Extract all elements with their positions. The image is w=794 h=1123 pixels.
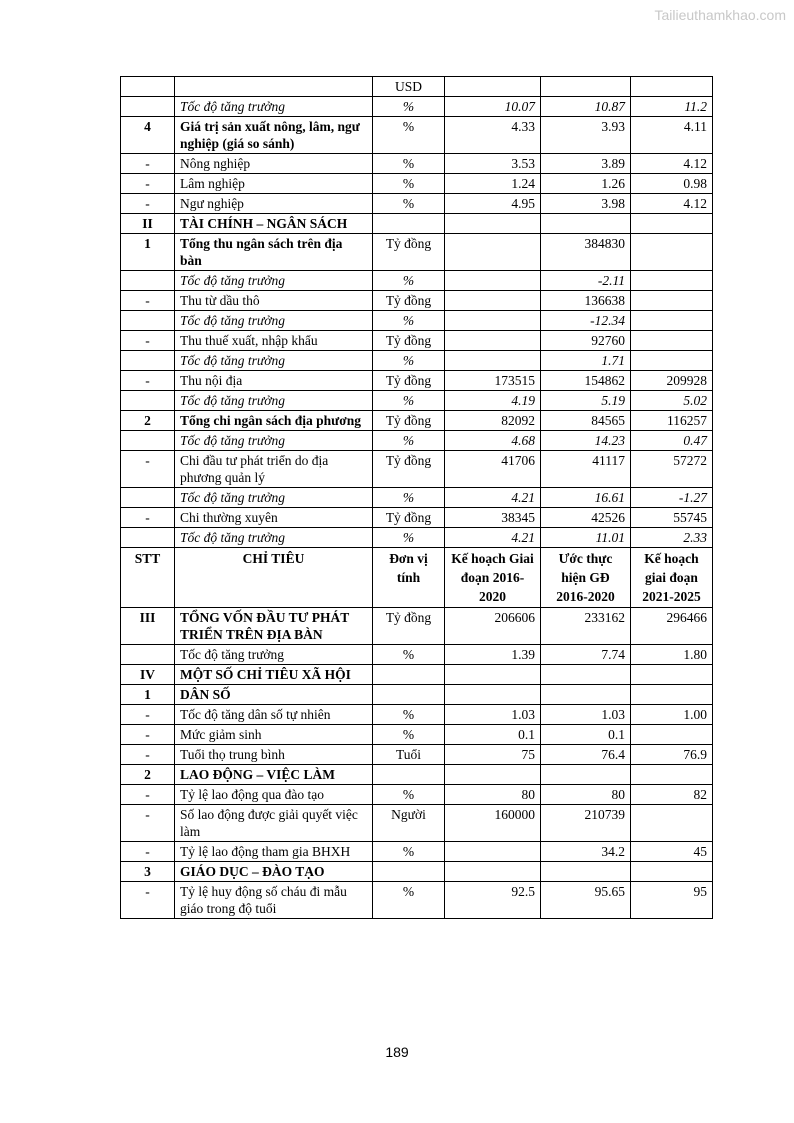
row-est-2016-2020: 5.19 bbox=[541, 391, 631, 411]
row-unit: Tỷ đồng bbox=[373, 234, 445, 271]
row-est-2016-2020 bbox=[541, 862, 631, 882]
row-plan-2021-2025 bbox=[631, 685, 713, 705]
row-stt: 3 bbox=[121, 862, 175, 882]
row-stt: - bbox=[121, 882, 175, 919]
table-row bbox=[121, 608, 713, 645]
row-plan-2021-2025: 95 bbox=[631, 882, 713, 919]
row-indicator: Chi thường xuyên bbox=[175, 508, 373, 528]
row-plan-2016-2020 bbox=[445, 685, 541, 705]
row-plan-2016-2020 bbox=[445, 665, 541, 685]
row-est-2016-2020: 92760 bbox=[541, 331, 631, 351]
row-plan-2016-2020: 82092 bbox=[445, 411, 541, 431]
row-stt: - bbox=[121, 725, 175, 745]
row-unit: % bbox=[373, 645, 445, 665]
row-plan-2016-2020 bbox=[445, 331, 541, 351]
row-est-2016-2020: 14.23 bbox=[541, 431, 631, 451]
row-plan-2016-2020: 4.21 bbox=[445, 488, 541, 508]
row-plan-2016-2020: 206606 bbox=[445, 608, 541, 645]
row-stt bbox=[121, 431, 175, 451]
row-unit: % bbox=[373, 488, 445, 508]
row-est-2016-2020: 136638 bbox=[541, 291, 631, 311]
row-plan-2016-2020: 1.39 bbox=[445, 645, 541, 665]
row-est-2016-2020: 154862 bbox=[541, 371, 631, 391]
row-plan-2016-2020: 92.5 bbox=[445, 882, 541, 919]
row-plan-2016-2020 bbox=[445, 234, 541, 271]
row-stt bbox=[121, 528, 175, 548]
row-stt: - bbox=[121, 705, 175, 725]
row-indicator: TÀI CHÍNH – NGÂN SÁCH bbox=[175, 214, 373, 234]
table-row bbox=[121, 725, 713, 745]
row-unit bbox=[373, 685, 445, 705]
row-est-2016-2020 bbox=[541, 765, 631, 785]
row-indicator: Thu từ dầu thô bbox=[175, 291, 373, 311]
row-indicator: Tốc độ tăng trưởng bbox=[175, 488, 373, 508]
row-plan-2021-2025: 76.9 bbox=[631, 745, 713, 765]
header-row bbox=[121, 548, 713, 608]
row-indicator: Tỷ lệ huy động số cháu đi mẫu giáo trong độ tuổi bbox=[175, 882, 373, 919]
table-row bbox=[121, 508, 713, 528]
table-row bbox=[121, 271, 713, 291]
row-est-2016-2020: 80 bbox=[541, 785, 631, 805]
row-indicator: Tốc độ tăng trưởng bbox=[175, 391, 373, 411]
row-plan-2016-2020: 41706 bbox=[445, 451, 541, 488]
row-plan-2021-2025: 2.33 bbox=[631, 528, 713, 548]
row-plan-2021-2025: -1.27 bbox=[631, 488, 713, 508]
row-stt bbox=[121, 271, 175, 291]
row-stt: 2 bbox=[121, 411, 175, 431]
row-est-2016-2020: 84565 bbox=[541, 411, 631, 431]
row-indicator: Tốc độ tăng trưởng bbox=[175, 351, 373, 371]
row-est-2016-2020: 76.4 bbox=[541, 745, 631, 765]
row-unit: USD bbox=[373, 77, 445, 97]
row-est-2016-2020: 11.01 bbox=[541, 528, 631, 548]
row-unit: % bbox=[373, 97, 445, 117]
table-body-top bbox=[121, 77, 713, 548]
row-unit bbox=[373, 765, 445, 785]
row-plan-2016-2020: 4.21 bbox=[445, 528, 541, 548]
row-unit: % bbox=[373, 117, 445, 154]
row-indicator: MỘT SỐ CHỈ TIÊU XÃ HỘI bbox=[175, 665, 373, 685]
table-row bbox=[121, 665, 713, 685]
row-plan-2021-2025: 5.02 bbox=[631, 391, 713, 411]
row-unit: % bbox=[373, 351, 445, 371]
row-indicator: Tốc độ tăng trưởng bbox=[175, 97, 373, 117]
row-unit: % bbox=[373, 194, 445, 214]
row-stt bbox=[121, 97, 175, 117]
row-stt: - bbox=[121, 842, 175, 862]
row-stt: 1 bbox=[121, 685, 175, 705]
row-plan-2016-2020: 38345 bbox=[445, 508, 541, 528]
row-plan-2021-2025: 1.80 bbox=[631, 645, 713, 665]
table-row bbox=[121, 291, 713, 311]
row-unit: % bbox=[373, 725, 445, 745]
row-stt: - bbox=[121, 745, 175, 765]
page-number: 189 bbox=[385, 1044, 409, 1060]
table-row bbox=[121, 645, 713, 665]
row-stt: - bbox=[121, 291, 175, 311]
row-unit: % bbox=[373, 271, 445, 291]
row-indicator: Tổng chi ngân sách địa phương bbox=[175, 411, 373, 431]
row-plan-2021-2025 bbox=[631, 862, 713, 882]
table-row bbox=[121, 391, 713, 411]
row-stt: - bbox=[121, 508, 175, 528]
row-indicator: Ngư nghiệp bbox=[175, 194, 373, 214]
row-plan-2016-2020 bbox=[445, 291, 541, 311]
table-row bbox=[121, 451, 713, 488]
row-plan-2021-2025 bbox=[631, 665, 713, 685]
row-stt: - bbox=[121, 371, 175, 391]
table-row bbox=[121, 705, 713, 725]
row-unit: Người bbox=[373, 805, 445, 842]
table-row bbox=[121, 765, 713, 785]
row-unit: % bbox=[373, 842, 445, 862]
table-row bbox=[121, 745, 713, 765]
row-est-2016-2020: 34.2 bbox=[541, 842, 631, 862]
row-plan-2016-2020 bbox=[445, 351, 541, 371]
row-plan-2016-2020 bbox=[445, 765, 541, 785]
header-unit: Đơn vị tính bbox=[373, 548, 445, 608]
row-stt: - bbox=[121, 154, 175, 174]
row-indicator: Tốc độ tăng trưởng bbox=[175, 645, 373, 665]
row-unit: % bbox=[373, 528, 445, 548]
row-indicator: Giá trị sản xuất nông, lâm, ngư nghiệp (giá so sánh) bbox=[175, 117, 373, 154]
table-row bbox=[121, 411, 713, 431]
row-est-2016-2020 bbox=[541, 665, 631, 685]
row-plan-2021-2025: 209928 bbox=[631, 371, 713, 391]
row-plan-2021-2025: 4.11 bbox=[631, 117, 713, 154]
row-plan-2021-2025: 116257 bbox=[631, 411, 713, 431]
row-stt: - bbox=[121, 174, 175, 194]
row-stt bbox=[121, 77, 175, 97]
table-row bbox=[121, 882, 713, 919]
table-row bbox=[121, 174, 713, 194]
row-plan-2021-2025 bbox=[631, 214, 713, 234]
row-indicator: TỔNG VỐN ĐẦU TƯ PHÁT TRIỂN TRÊN ĐỊA BÀN bbox=[175, 608, 373, 645]
row-indicator: Tỷ lệ lao động qua đào tạo bbox=[175, 785, 373, 805]
row-indicator: Tốc độ tăng trưởng bbox=[175, 271, 373, 291]
header-indicator: CHỈ TIÊU bbox=[175, 548, 373, 608]
row-plan-2016-2020: 4.95 bbox=[445, 194, 541, 214]
row-plan-2016-2020: 80 bbox=[445, 785, 541, 805]
row-indicator: Thu nội địa bbox=[175, 371, 373, 391]
row-unit: Tuổi bbox=[373, 745, 445, 765]
row-plan-2016-2020 bbox=[445, 214, 541, 234]
table-row bbox=[121, 97, 713, 117]
row-unit: % bbox=[373, 154, 445, 174]
row-indicator: Nông nghiệp bbox=[175, 154, 373, 174]
row-unit: Tỷ đồng bbox=[373, 508, 445, 528]
watermark: Tailieuthamkhao.com bbox=[654, 7, 786, 23]
row-unit: % bbox=[373, 311, 445, 331]
row-stt bbox=[121, 645, 175, 665]
row-plan-2021-2025 bbox=[631, 351, 713, 371]
row-plan-2016-2020: 4.19 bbox=[445, 391, 541, 411]
row-indicator bbox=[175, 77, 373, 97]
row-plan-2021-2025: 1.00 bbox=[631, 705, 713, 725]
row-indicator: Số lao động được giải quyết việc làm bbox=[175, 805, 373, 842]
row-plan-2016-2020 bbox=[445, 77, 541, 97]
table-row bbox=[121, 154, 713, 174]
row-unit: % bbox=[373, 431, 445, 451]
row-unit: Tỷ đồng bbox=[373, 291, 445, 311]
row-stt: III bbox=[121, 608, 175, 645]
row-plan-2016-2020 bbox=[445, 862, 541, 882]
row-unit bbox=[373, 214, 445, 234]
table-row bbox=[121, 234, 713, 271]
row-plan-2021-2025 bbox=[631, 725, 713, 745]
header-plan-2016-2020: Kế hoạch Giai đoạn 2016-2020 bbox=[445, 548, 541, 608]
row-plan-2021-2025 bbox=[631, 311, 713, 331]
header-plan-2021-2025: Kế hoạch giai đoạn 2021-2025 bbox=[631, 548, 713, 608]
row-est-2016-2020: 233162 bbox=[541, 608, 631, 645]
row-indicator: Mức giảm sinh bbox=[175, 725, 373, 745]
row-stt: II bbox=[121, 214, 175, 234]
row-unit: Tỷ đồng bbox=[373, 371, 445, 391]
row-indicator: GIÁO DỤC – ĐÀO TẠO bbox=[175, 862, 373, 882]
row-indicator: Tốc độ tăng trưởng bbox=[175, 528, 373, 548]
row-indicator: Chi đầu tư phát triển do địa phương quản lý bbox=[175, 451, 373, 488]
row-stt bbox=[121, 351, 175, 371]
row-indicator: DÂN SỐ bbox=[175, 685, 373, 705]
row-unit: Tỷ đồng bbox=[373, 451, 445, 488]
table-row bbox=[121, 862, 713, 882]
row-plan-2016-2020: 4.68 bbox=[445, 431, 541, 451]
row-indicator: Tuổi thọ trung bình bbox=[175, 745, 373, 765]
row-unit: % bbox=[373, 705, 445, 725]
row-stt: 4 bbox=[121, 117, 175, 154]
row-plan-2016-2020 bbox=[445, 271, 541, 291]
row-plan-2021-2025 bbox=[631, 271, 713, 291]
row-stt: - bbox=[121, 805, 175, 842]
row-est-2016-2020: -12.34 bbox=[541, 311, 631, 331]
row-est-2016-2020: 16.61 bbox=[541, 488, 631, 508]
row-plan-2016-2020 bbox=[445, 311, 541, 331]
row-indicator: Tỷ lệ lao động tham gia BHXH bbox=[175, 842, 373, 862]
row-plan-2021-2025 bbox=[631, 291, 713, 311]
row-plan-2021-2025: 11.2 bbox=[631, 97, 713, 117]
row-plan-2021-2025 bbox=[631, 234, 713, 271]
row-stt bbox=[121, 488, 175, 508]
row-indicator: Lâm nghiệp bbox=[175, 174, 373, 194]
row-plan-2016-2020: 75 bbox=[445, 745, 541, 765]
row-est-2016-2020: 7.74 bbox=[541, 645, 631, 665]
row-plan-2021-2025: 296466 bbox=[631, 608, 713, 645]
row-est-2016-2020: 1.71 bbox=[541, 351, 631, 371]
row-unit: % bbox=[373, 391, 445, 411]
table-row bbox=[121, 431, 713, 451]
row-unit: % bbox=[373, 882, 445, 919]
row-indicator: Tốc độ tăng trưởng bbox=[175, 431, 373, 451]
table-row bbox=[121, 214, 713, 234]
row-est-2016-2020 bbox=[541, 685, 631, 705]
row-stt: - bbox=[121, 331, 175, 351]
table-row bbox=[121, 528, 713, 548]
row-est-2016-2020: 210739 bbox=[541, 805, 631, 842]
row-est-2016-2020: 95.65 bbox=[541, 882, 631, 919]
row-plan-2016-2020: 10.07 bbox=[445, 97, 541, 117]
table-row bbox=[121, 371, 713, 391]
row-plan-2016-2020 bbox=[445, 842, 541, 862]
table-row bbox=[121, 351, 713, 371]
row-est-2016-2020: 42526 bbox=[541, 508, 631, 528]
row-indicator: LAO ĐỘNG – VIỆC LÀM bbox=[175, 765, 373, 785]
row-plan-2021-2025 bbox=[631, 765, 713, 785]
row-stt: - bbox=[121, 785, 175, 805]
row-plan-2021-2025: 0.98 bbox=[631, 174, 713, 194]
row-plan-2021-2025 bbox=[631, 805, 713, 842]
row-plan-2021-2025: 82 bbox=[631, 785, 713, 805]
row-indicator: Tốc độ tăng trưởng bbox=[175, 311, 373, 331]
row-plan-2021-2025 bbox=[631, 77, 713, 97]
row-plan-2021-2025: 45 bbox=[631, 842, 713, 862]
row-est-2016-2020: 1.03 bbox=[541, 705, 631, 725]
table-row bbox=[121, 311, 713, 331]
table-row bbox=[121, 488, 713, 508]
row-est-2016-2020: 1.26 bbox=[541, 174, 631, 194]
row-plan-2016-2020: 1.03 bbox=[445, 705, 541, 725]
row-plan-2021-2025: 4.12 bbox=[631, 194, 713, 214]
row-est-2016-2020 bbox=[541, 77, 631, 97]
table-row bbox=[121, 117, 713, 154]
row-est-2016-2020: 3.98 bbox=[541, 194, 631, 214]
row-stt: - bbox=[121, 194, 175, 214]
row-plan-2021-2025: 57272 bbox=[631, 451, 713, 488]
row-plan-2021-2025 bbox=[631, 331, 713, 351]
table-row bbox=[121, 331, 713, 351]
row-stt bbox=[121, 391, 175, 411]
header-stt: STT bbox=[121, 548, 175, 608]
table-body-bottom bbox=[121, 608, 713, 919]
row-est-2016-2020: 10.87 bbox=[541, 97, 631, 117]
row-indicator: Tổng thu ngân sách trên địa bàn bbox=[175, 234, 373, 271]
data-table bbox=[120, 76, 713, 919]
row-plan-2016-2020: 3.53 bbox=[445, 154, 541, 174]
row-unit: Tỷ đồng bbox=[373, 608, 445, 645]
row-stt: 1 bbox=[121, 234, 175, 271]
row-plan-2016-2020: 0.1 bbox=[445, 725, 541, 745]
row-unit bbox=[373, 665, 445, 685]
row-indicator: Tốc độ tăng dân số tự nhiên bbox=[175, 705, 373, 725]
row-plan-2021-2025: 0.47 bbox=[631, 431, 713, 451]
row-plan-2016-2020: 173515 bbox=[445, 371, 541, 391]
row-est-2016-2020: 0.1 bbox=[541, 725, 631, 745]
table-header bbox=[121, 548, 713, 608]
row-plan-2016-2020: 1.24 bbox=[445, 174, 541, 194]
row-indicator: Thu thuế xuất, nhập khẩu bbox=[175, 331, 373, 351]
row-plan-2016-2020: 160000 bbox=[445, 805, 541, 842]
row-unit: Tỷ đồng bbox=[373, 411, 445, 431]
row-est-2016-2020: 3.93 bbox=[541, 117, 631, 154]
row-stt: IV bbox=[121, 665, 175, 685]
row-unit: % bbox=[373, 785, 445, 805]
table-row bbox=[121, 194, 713, 214]
row-est-2016-2020: 41117 bbox=[541, 451, 631, 488]
row-est-2016-2020: 384830 bbox=[541, 234, 631, 271]
row-stt bbox=[121, 311, 175, 331]
table-row bbox=[121, 842, 713, 862]
row-plan-2021-2025: 55745 bbox=[631, 508, 713, 528]
row-est-2016-2020: 3.89 bbox=[541, 154, 631, 174]
table-row bbox=[121, 685, 713, 705]
row-est-2016-2020: -2.11 bbox=[541, 271, 631, 291]
row-stt: - bbox=[121, 451, 175, 488]
table-row bbox=[121, 805, 713, 842]
table-row bbox=[121, 77, 713, 97]
table-row bbox=[121, 785, 713, 805]
row-plan-2021-2025: 4.12 bbox=[631, 154, 713, 174]
row-unit bbox=[373, 862, 445, 882]
row-plan-2016-2020: 4.33 bbox=[445, 117, 541, 154]
row-unit: Tỷ đồng bbox=[373, 331, 445, 351]
row-stt: 2 bbox=[121, 765, 175, 785]
header-est-2016-2020: Ước thực hiện GĐ 2016-2020 bbox=[541, 548, 631, 608]
row-unit: % bbox=[373, 174, 445, 194]
row-est-2016-2020 bbox=[541, 214, 631, 234]
